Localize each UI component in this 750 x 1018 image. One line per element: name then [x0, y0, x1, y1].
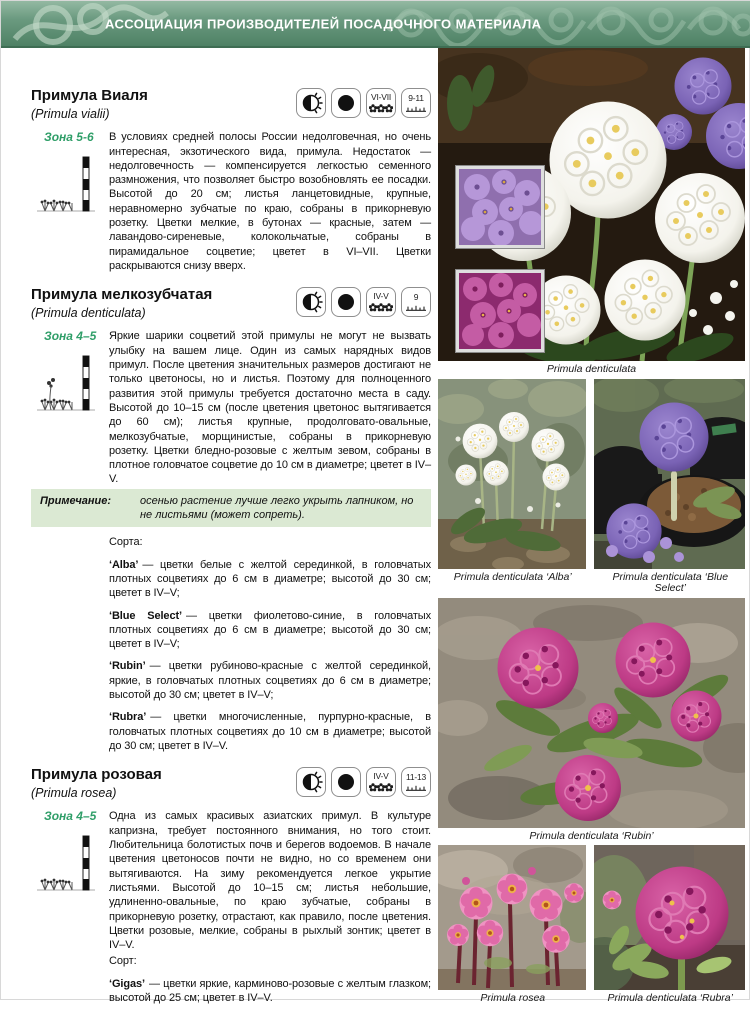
page-header [1, 1, 750, 48]
cultivar-name: ‘Rubin’ [109, 660, 146, 673]
zone-gutter [31, 130, 109, 273]
latin-name: (Primula denticulata) [31, 306, 146, 321]
partial-sun-icon [296, 767, 326, 797]
cultivar-rubin [109, 659, 431, 702]
cultivar-alba [109, 558, 431, 601]
height-range-icon [401, 88, 431, 118]
shade-icon [331, 287, 361, 317]
text-column [31, 87, 431, 1018]
cultivar-desc: — цветки яркие, карминово-розовые с желтым глазком; высотой до 25 см; цветет в IV–V. [109, 977, 431, 1004]
inset-photo-lavender [456, 166, 544, 248]
cultivar-desc: — цветки рубиново-красные с желтой серединкой, яркие, в головчатых плотных соцветиях до 6 см в диаметре; высотой до 30 см; цветет в IV–V; [109, 660, 431, 701]
note-text: осенью растение лучше легко укрыть лапником, но не листьями (может сопреть). [140, 494, 414, 522]
height-range-label: 9-11 [408, 92, 424, 103]
partial-sun-icon [296, 88, 326, 118]
photo-primula-denticulata [438, 48, 745, 361]
cultivars-heading: Сорт: [109, 955, 137, 968]
inset-photo-magenta [456, 270, 544, 352]
cultivar-name: ‘Alba’ [109, 558, 139, 571]
bloom-period-icon [366, 767, 396, 797]
zone-label: Зона 4–5 [44, 809, 97, 824]
bloom-period-icon [366, 88, 396, 118]
photo-caption: Primula denticulata [546, 363, 637, 375]
latin-name: (Primula vialii) [31, 107, 110, 122]
section-title: Примула мелкозубчатая [31, 286, 213, 304]
section-title: Примула розовая [31, 766, 162, 784]
cultivars-heading: Сорта: [109, 536, 143, 549]
description-paragraph: Яркие шарики соцветий этой примулы не могут не вызвать улыбку на вашем лице. Один из самых нарядных видов примул. После цветения значительных размеров достигают не только цветоносы, но и листья. Поэтому для полноценного развития этой примулы требуется достаточно места в саду. Высотой до 10–15 см (после цветения цветонос вытягивается до 60 см); листья крупные, продолговато-овальные, мелкозубчатые, морщинистые, собраны в прикорневую розетку. Цветки бледно-розовые с желтым зевом, собраны в плотное головчатое соцветие до 10 см в диаметре; цветет в IV–V. [109, 330, 431, 486]
bloom-period-label: VI-VII [370, 92, 392, 103]
ruler-icon [405, 104, 427, 112]
cultivar-rubra [109, 710, 431, 753]
height-scale-glyph [37, 154, 97, 214]
photo-caption: Primula denticulata ‘Blue Select’ [612, 570, 729, 595]
attribute-icons [296, 87, 431, 118]
latin-name: (Primula rosea) [31, 786, 117, 801]
description-paragraph: Одна из самых красивых азиатских примул. В культуре капризна, требует постоянного внимания, но того стоит. Любительница болотистых почв и берегов водоемов. В начале цветения цветоносов почти не видно, но со временем они вытягиваются. На зиму рекомендуется легкое укрытие листьями. Высотой до 10–15 см; листья небольшие, удлиненно-овальные, по краю зубчатые, собраны в прикорневую розетку, отрастают, как правило, после цветения. Цветки розовые, мелкие, собраны в рыхлый зонтик; цветет в IV–V. [109, 810, 431, 952]
bloom-period-label: IV-V [373, 291, 389, 302]
zone-label: Зона 5-6 [44, 130, 94, 145]
photo-caption: Primula denticulata ‘Alba’ [453, 570, 572, 583]
description-paragraph: В условиях средней полосы России недолговечная, но очень интересная, экзотического вида, примула. Недостаток — недолговечность — компенсируется легкостью семенного размножения, что позволяет быстро возобновлять ее посадки. Высотой до 20 см; листья ланцетовидные, крупные, неравномерно зубчатые по краю, собраны в прикорневую розетку. Цветки мелкие, в бутонах — красные, затем — лавандово-сиреневые, колокольчатые, собраны в пирамидальное соцветие; цветет в VI–VII. Цветки раскрываются снизу вверх. [109, 131, 431, 272]
bloom-period-label: IV-V [373, 771, 389, 782]
attribute-icons [296, 286, 431, 317]
photo-caption: Primula denticulata ‘Rubra’ [607, 992, 733, 1005]
header-title: АССОЦИАЦИЯ ПРОИЗВОДИТЕЛЕЙ ПОСАДОЧНОГО МАТЕРИАЛА [105, 16, 542, 31]
photo-column [438, 48, 745, 1008]
section-primula-denticulata [31, 286, 431, 753]
photo-primula-rosea [438, 845, 586, 990]
cultivar-desc: — цветки многочисленные, пурпурно-красные, в головчатых плотных соцветиях до 10 см в диаметре; высотой до 30 см; цветет в IV–V. [109, 711, 431, 752]
zone-gutter [31, 329, 109, 486]
height-scale-glyph [37, 353, 97, 413]
hardiness-stars-icon [369, 104, 393, 113]
section-primula-rosea [31, 766, 431, 1005]
cultivar-gigas [109, 977, 431, 1006]
height-range-label: 9 [413, 291, 419, 302]
note-label: Примечание: [40, 494, 112, 507]
photo-primula-denticulata-rubin [438, 598, 745, 828]
photo-primula-denticulata-rubra [594, 845, 745, 990]
attribute-icons [296, 766, 431, 797]
bloom-period-icon [366, 287, 396, 317]
hardiness-stars-icon [369, 303, 393, 312]
cultivar-name: ‘Gigas’ [109, 977, 145, 990]
ruler-icon [405, 783, 427, 791]
height-range-icon [401, 767, 431, 797]
note-bar [31, 489, 431, 528]
partial-sun-icon [296, 287, 326, 317]
cultivar-blue-select [109, 609, 431, 652]
section-title: Примула Виаля [31, 87, 148, 104]
zone-gutter-spacer [31, 535, 109, 753]
height-scale-glyph [37, 833, 97, 893]
ruler-icon [405, 303, 427, 311]
hardiness-stars-icon [369, 783, 393, 792]
cultivar-desc: — цветки белые с желтой серединкой, в головчатых плотных соцветиях до 6 см в диаметре; высотой до 30 см; цветет в IV–V; [109, 558, 431, 600]
zone-gutter [31, 809, 109, 1005]
cultivar-desc: — цветки фиолетово-синие, в головчатых плотных соцветиях до 6 см в диаметре; высотой до 30 см; цветет в IV–V; [109, 609, 431, 651]
shade-icon [331, 88, 361, 118]
cultivar-name: ‘Blue Select’ [109, 609, 182, 622]
zone-label: Зона 4–5 [44, 329, 97, 344]
photo-primula-denticulata-alba [438, 379, 586, 569]
height-range-label: 11-13 [405, 771, 427, 782]
shade-icon [331, 767, 361, 797]
cultivar-name: ‘Rubra’ [109, 711, 147, 724]
section-primula-vialii [31, 87, 431, 273]
photo-caption: Primula rosea [480, 992, 546, 1005]
height-range-icon [401, 287, 431, 317]
photo-caption: Primula denticulata ‘Rubin’ [529, 829, 654, 842]
photo-primula-denticulata-blue-select [594, 379, 745, 569]
